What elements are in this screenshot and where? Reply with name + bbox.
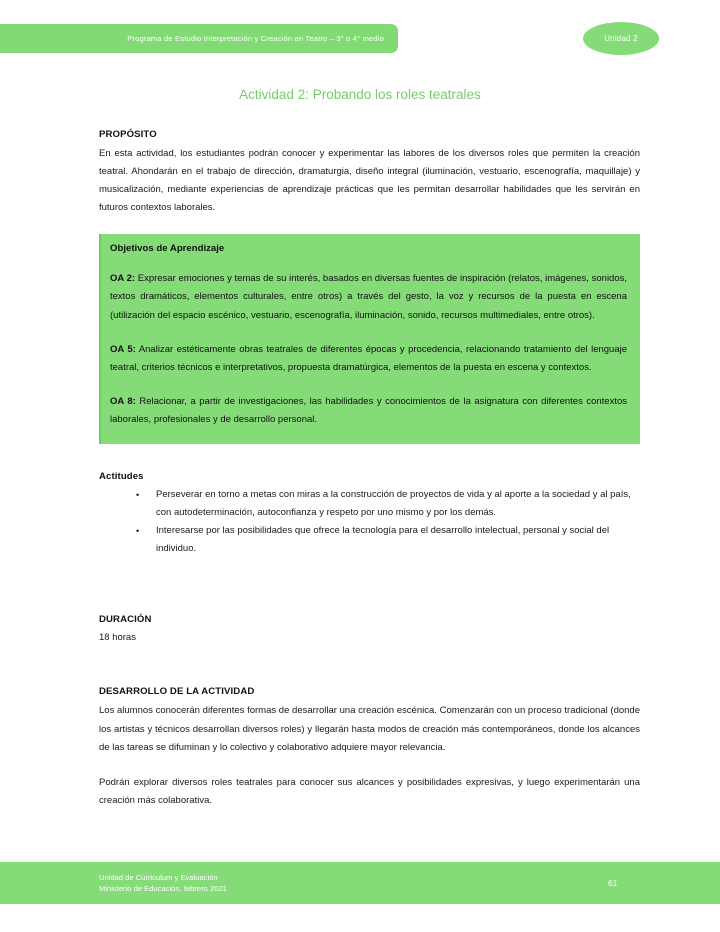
bullet-icon: • [136,490,140,501]
learning-objective-item [110,270,627,324]
bullet-icon: • [136,526,140,537]
page-body [0,76,720,810]
footer-line-1: Unidad de Curriculum y Evaluación [99,872,218,882]
development-paragraph: Los alumnos conocerán diferentes formas de desarrollar una creación escénica. Comenzarán con un proceso tradicional (donde los artistas y técnicos desarrollan diversos roles) y llegarán hasta modos de creación más contemporáneos, donde los alcances de las tareas se difuminan y lo colectivo y colaborativo adquiere mayor relevancia. [99,705,640,753]
duration-value: 18 horas [99,632,136,644]
activity-title: Actividad 2: Probando los roles teatrales [239,87,481,102]
list-item-text: Interesarse por las posibilidades que ofrece la tecnología para el desarrollo intelectual, personal y social del individuo. [156,525,610,555]
learning-objective-item [110,341,627,377]
learning-objective-text: Expresar emociones y temas de su interés, basados en diversas fuentes de inspiración (relatos, imágenes, sonidos, textos dramáticos, elementos culturales, entre otros) a través del gesto, la voz y recursos de la puesta en escena (utilización del espacio escénico, vestuario, escenografía, iluminación, sonido, recursos multimediales, entre otros). [110,273,628,321]
program-title-label: Programa de Estudio Interpretación y Creación en Teatro – 3° o 4° medio [127,34,384,43]
purpose-text: En esta actividad, los estudiantes podrán conocer y experimentar las labores de los diversos roles que permiten la creación teatral. Ahondarán en el trabajo de dirección, dramaturgia, diseño integral (iluminación, vestuario, escenografía, maquillaje) y musicalización, mediante experiencias de aprendizaje prácticas que les permitan desarrollar habilidades que les servirán en futuros contextos laborales. [99,148,640,214]
list-item [136,486,640,522]
list-item [136,522,640,558]
footer-line-2: Ministerio de Educación, febrero 2021 [99,884,227,893]
page-number: 61 [608,878,618,888]
learning-objective-code: OA 8: [110,395,136,407]
document-content [0,87,720,810]
page-footer [0,862,720,904]
purpose-heading: PROPÓSITO [99,129,157,140]
development-heading: DESARROLLO DE LA ACTIVIDAD [99,686,255,698]
page-header [0,0,720,76]
section-spacer [99,647,640,659]
learning-objective-code: OA 5: [110,343,136,355]
learning-objectives-box [99,234,640,444]
attitudes-list [99,486,640,558]
learning-objective-text: Analizar estéticamente obras teatrales de diferentes épocas y procedencia, relacionando tratamiento del lenguaje teatral, criterios técnicos e interpretativos, propuesta dramatúrgica, elementos de la puesta en escena y contextos. [110,343,628,373]
program-title-bar [0,24,398,53]
learning-objective-code: OA 2: [110,273,136,285]
section-spacer [99,558,640,594]
duration-heading: DURACIÓN [99,614,152,626]
learning-objective-text: Relacionar, a partir de investigaciones, las habilidades y conocimientos de la asignatura con diferentes contextos laborales, profesionales y de desarrollo personal. [110,395,628,425]
unit-badge-label: Unidad 2 [604,34,638,43]
footer-organization [99,872,227,895]
development-paragraph: Podrán explorar diversos roles teatrales para conocer sus alcances y posibilidades expresivas, y luego experimentarán una creación más colaborativa. [99,776,640,806]
list-item-text: Perseverar en torno a metas con miras a la construcción de proyectos de vida y al aporte a la sociedad y al país, con autodeterminación, autoconfianza y respeto por uno mismo y por los demás. [156,489,631,519]
attitudes-heading: Actitudes [99,471,144,483]
unit-badge [583,22,659,55]
learning-objective-item [110,393,627,429]
learning-objectives-title: Objetivos de Aprendizaje [110,243,225,255]
